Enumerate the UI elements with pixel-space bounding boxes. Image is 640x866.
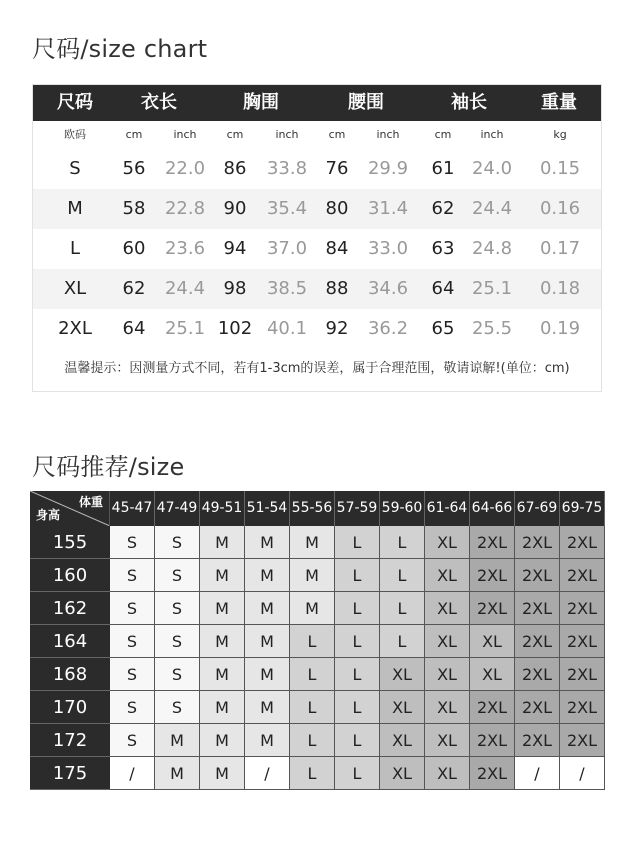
- size-recommendation-cell: M: [155, 724, 200, 757]
- grid-corner-cell: [30, 491, 110, 526]
- size-recommendation-cell: S: [155, 526, 200, 559]
- size-recommendation-cell: M: [200, 724, 245, 757]
- size-chart-cell: 22.8: [164, 198, 206, 219]
- corner-weight-label: 体重: [78, 495, 103, 509]
- size-chart-cell: 62: [122, 278, 146, 299]
- size-chart-cell: 37.0: [266, 238, 308, 259]
- size-recommendation-cell: L: [380, 526, 425, 559]
- size-label: M: [67, 198, 83, 219]
- size-recommendation-cell: L: [335, 559, 380, 592]
- size-label: XL: [63, 278, 87, 299]
- weight-range-header: 47-49: [155, 491, 200, 526]
- header-sleeve: 袖长: [451, 92, 487, 113]
- size-chart-cell: 35.4: [266, 198, 308, 219]
- size-recommendation-cell: 2XL: [560, 724, 605, 757]
- size-chart-cell: 86: [223, 158, 247, 179]
- size-recommendation-cell: 2XL: [515, 559, 560, 592]
- size-chart-cell: 31.4: [367, 198, 409, 219]
- size-chart-cell: 25.1: [471, 278, 513, 299]
- size-recommendation-cell: XL: [380, 757, 425, 790]
- size-chart-row: [33, 149, 601, 189]
- weight-range-header: 45-47: [110, 491, 155, 526]
- size-recommendation-cell: /: [110, 757, 155, 790]
- size-recommendation-cell: M: [200, 691, 245, 724]
- size-recommendation-cell: 2XL: [470, 757, 515, 790]
- height-row-header: 172: [30, 724, 110, 757]
- size-recommendation-cell: S: [110, 691, 155, 724]
- size-chart-cell: 24.8: [471, 238, 513, 259]
- size-recommendation-cell: L: [290, 625, 335, 658]
- size-recommendation-cell: M: [245, 559, 290, 592]
- size-recommendation-cell: L: [380, 592, 425, 625]
- size-recommendation-cell: M: [200, 658, 245, 691]
- size-chart-cell: 90: [223, 198, 247, 219]
- height-row-header: 164: [30, 625, 110, 658]
- size-chart-row: [33, 309, 601, 349]
- weight-range-header: 49-51: [200, 491, 245, 526]
- size-recommendation-cell: 2XL: [560, 559, 605, 592]
- height-row-header: 168: [30, 658, 110, 691]
- size-recommendation-cell: L: [380, 625, 425, 658]
- size-recommendation-cell: M: [245, 526, 290, 559]
- size-chart-cell: 64: [122, 318, 146, 339]
- size-recommendation-cell: XL: [425, 757, 470, 790]
- unit-label: inch: [376, 128, 400, 141]
- size-recommendation-cell: L: [335, 691, 380, 724]
- size-recommendation-cell: S: [110, 625, 155, 658]
- size-chart-cell: 24.4: [164, 278, 206, 299]
- size-recommendation-cell: 2XL: [560, 625, 605, 658]
- size-chart-cell: 88: [325, 278, 349, 299]
- size-recommendation-cell: S: [155, 625, 200, 658]
- size-recommendation-cell: L: [335, 526, 380, 559]
- size-recommendation-cell: S: [155, 559, 200, 592]
- size-recommendation-cell: M: [290, 592, 335, 625]
- size-chart-cell: 36.2: [367, 318, 409, 339]
- size-chart-row: [33, 229, 601, 269]
- size-recommendation-cell: L: [335, 658, 380, 691]
- size-chart-cell: 23.6: [164, 238, 206, 259]
- unit-label: cm: [125, 128, 143, 141]
- weight-range-header: 67-69: [515, 491, 560, 526]
- size-recommendation-cell: M: [290, 559, 335, 592]
- size-recommendation-cell: L: [335, 757, 380, 790]
- size-recommendation-cell: L: [380, 559, 425, 592]
- size-chart-cell: 92: [325, 318, 349, 339]
- size-chart-cell: 60: [122, 238, 146, 259]
- size-recommendation-cell: 2XL: [515, 526, 560, 559]
- size-recommendation-cell: XL: [380, 658, 425, 691]
- size-chart-cell: 24.0: [471, 158, 513, 179]
- size-chart-cell: 0.18: [539, 278, 581, 299]
- unit-label: cm: [328, 128, 346, 141]
- size-chart-cell: 94: [223, 238, 247, 259]
- height-row-header: 162: [30, 592, 110, 625]
- size-recommendation-cell: XL: [425, 691, 470, 724]
- size-recommendation-cell: XL: [425, 559, 470, 592]
- size-chart-cell: 25.1: [164, 318, 206, 339]
- size-recommendation-cell: M: [200, 757, 245, 790]
- size-recommendation-cell: M: [200, 625, 245, 658]
- size-recommendation-cell: 2XL: [515, 592, 560, 625]
- size-recommendation-cell: L: [335, 592, 380, 625]
- size-chart-title: 尺码/size chart: [32, 35, 208, 63]
- weight-range-header: 57-59: [335, 491, 380, 526]
- size-label: 2XL: [58, 318, 92, 339]
- size-chart-cell: 0.17: [539, 238, 581, 259]
- size-chart-cell: 25.5: [471, 318, 513, 339]
- size-chart-cell: 33.0: [367, 238, 409, 259]
- unit-label: inch: [173, 128, 197, 141]
- size-chart-row: [33, 269, 601, 309]
- size-recommendation-cell: XL: [470, 625, 515, 658]
- unit-label: inch: [275, 128, 299, 141]
- size-recommendation-cell: 2XL: [560, 526, 605, 559]
- size-label: L: [69, 238, 81, 259]
- size-chart-cell: 0.16: [539, 198, 581, 219]
- size-recommendation-cell: XL: [425, 724, 470, 757]
- size-chart-cell: 38.5: [266, 278, 308, 299]
- size-recommendation-cell: L: [290, 658, 335, 691]
- size-chart-cell: 64: [431, 278, 455, 299]
- unit-label: inch: [480, 128, 504, 141]
- size-recommendation-cell: 2XL: [470, 526, 515, 559]
- size-recommendation-cell: M: [245, 724, 290, 757]
- unit-label: kg: [553, 128, 567, 141]
- size-recommendation-cell: 2XL: [560, 691, 605, 724]
- weight-range-header: 69-75: [560, 491, 605, 526]
- size-recommendation-cell: S: [155, 691, 200, 724]
- height-row-header: 175: [30, 757, 110, 790]
- weight-range-header: 59-60: [380, 491, 425, 526]
- size-chart-cell: 40.1: [266, 318, 308, 339]
- size-chart-cell: 84: [325, 238, 349, 259]
- weight-range-header: 55-56: [290, 491, 335, 526]
- weight-range-header: 51-54: [245, 491, 290, 526]
- size-recommendation-cell: /: [560, 757, 605, 790]
- size-chart-cell: 61: [431, 158, 455, 179]
- size-recommendation-cell: M: [245, 592, 290, 625]
- size-recommendation-cell: M: [200, 592, 245, 625]
- size-recommendation-cell: XL: [425, 625, 470, 658]
- header-chest: 胸围: [243, 92, 279, 113]
- header-waist: 腰围: [348, 92, 384, 113]
- size-recommendation-cell: 2XL: [515, 691, 560, 724]
- size-recommendation-cell: M: [245, 625, 290, 658]
- size-recommendation-cell: XL: [380, 724, 425, 757]
- size-chart-cell: 0.15: [539, 158, 581, 179]
- size-chart-table: [32, 84, 602, 392]
- size-chart-cell: 56: [122, 158, 146, 179]
- size-recommendation-cell: 2XL: [470, 724, 515, 757]
- size-recommendation-cell: M: [290, 526, 335, 559]
- size-chart-header-row: [33, 85, 601, 121]
- corner-height-label: 身高: [36, 508, 61, 522]
- size-chart-cell: 0.19: [539, 318, 581, 339]
- size-recommendation-cell: XL: [425, 592, 470, 625]
- size-chart-units-row: [33, 121, 601, 149]
- size-recommendation-cell: M: [245, 658, 290, 691]
- unit-label: 欧码: [64, 128, 86, 141]
- size-recommendation-cell: M: [155, 757, 200, 790]
- size-recommendation-cell: S: [155, 658, 200, 691]
- size-recommendation-cell: 2XL: [515, 625, 560, 658]
- size-recommendation-grid: [30, 491, 605, 791]
- header-length: 衣长: [141, 92, 177, 113]
- size-recommendation-cell: L: [335, 625, 380, 658]
- size-recommendation-cell: L: [290, 691, 335, 724]
- size-chart-cell: 98: [223, 278, 247, 299]
- height-row-header: 170: [30, 691, 110, 724]
- size-recommendation-cell: L: [290, 724, 335, 757]
- size-chart-cell: 29.9: [367, 158, 409, 179]
- size-recommendation-cell: M: [245, 691, 290, 724]
- size-label: S: [69, 158, 81, 179]
- size-recommendation-cell: XL: [425, 526, 470, 559]
- size-recommendation-cell: S: [110, 658, 155, 691]
- size-recommendation-cell: /: [515, 757, 560, 790]
- size-recommendation-cell: S: [155, 592, 200, 625]
- size-recommendation-cell: L: [290, 757, 335, 790]
- header-weight: 重量: [541, 92, 577, 113]
- size-recommendation-cell: XL: [380, 691, 425, 724]
- weight-range-header: 64-66: [470, 491, 515, 526]
- size-recommendation-cell: S: [110, 559, 155, 592]
- size-chart-cell: 58: [122, 198, 146, 219]
- size-recommendation-cell: 2XL: [560, 658, 605, 691]
- size-recommendation-cell: 2XL: [560, 592, 605, 625]
- size-chart-row: [33, 189, 601, 229]
- weight-range-header: 61-64: [425, 491, 470, 526]
- size-recommendation-cell: L: [335, 724, 380, 757]
- size-chart-cell: 34.6: [367, 278, 409, 299]
- size-chart-cell: 80: [325, 198, 349, 219]
- size-chart-cell: 102: [217, 318, 253, 339]
- size-recommendation-cell: S: [110, 724, 155, 757]
- size-chart-cell: 63: [431, 238, 455, 259]
- measurement-note: 温馨提示：因测量方式不同，若有1-3cm的误差，属于合理范围，敬请谅解!(单位：cm): [64, 361, 570, 376]
- size-chart-cell: 24.4: [471, 198, 513, 219]
- size-recommendation-cell: XL: [425, 658, 470, 691]
- size-recommendation-cell: 2XL: [470, 592, 515, 625]
- size-recommendation-cell: XL: [470, 658, 515, 691]
- size-recommendation-cell: 2XL: [515, 724, 560, 757]
- unit-label: cm: [226, 128, 244, 141]
- header-size: 尺码: [57, 92, 93, 113]
- size-recommendation-cell: 2XL: [515, 658, 560, 691]
- size-recommendation-cell: M: [200, 559, 245, 592]
- size-recommendation-cell: S: [110, 526, 155, 559]
- size-recommendation-cell: /: [245, 757, 290, 790]
- size-recommendation-title: 尺码推荐/size: [32, 453, 185, 481]
- size-chart-cell: 22.0: [164, 158, 206, 179]
- size-chart-cell: 65: [431, 318, 455, 339]
- size-recommendation-cell: M: [200, 526, 245, 559]
- unit-label: cm: [434, 128, 452, 141]
- height-row-header: 160: [30, 559, 110, 592]
- size-chart-cell: 33.8: [266, 158, 308, 179]
- size-recommendation-cell: S: [110, 592, 155, 625]
- size-chart-cell: 76: [325, 158, 349, 179]
- size-recommendation-cell: 2XL: [470, 559, 515, 592]
- size-recommendation-cell: 2XL: [470, 691, 515, 724]
- size-chart-cell: 62: [431, 198, 455, 219]
- height-row-header: 155: [30, 526, 110, 559]
